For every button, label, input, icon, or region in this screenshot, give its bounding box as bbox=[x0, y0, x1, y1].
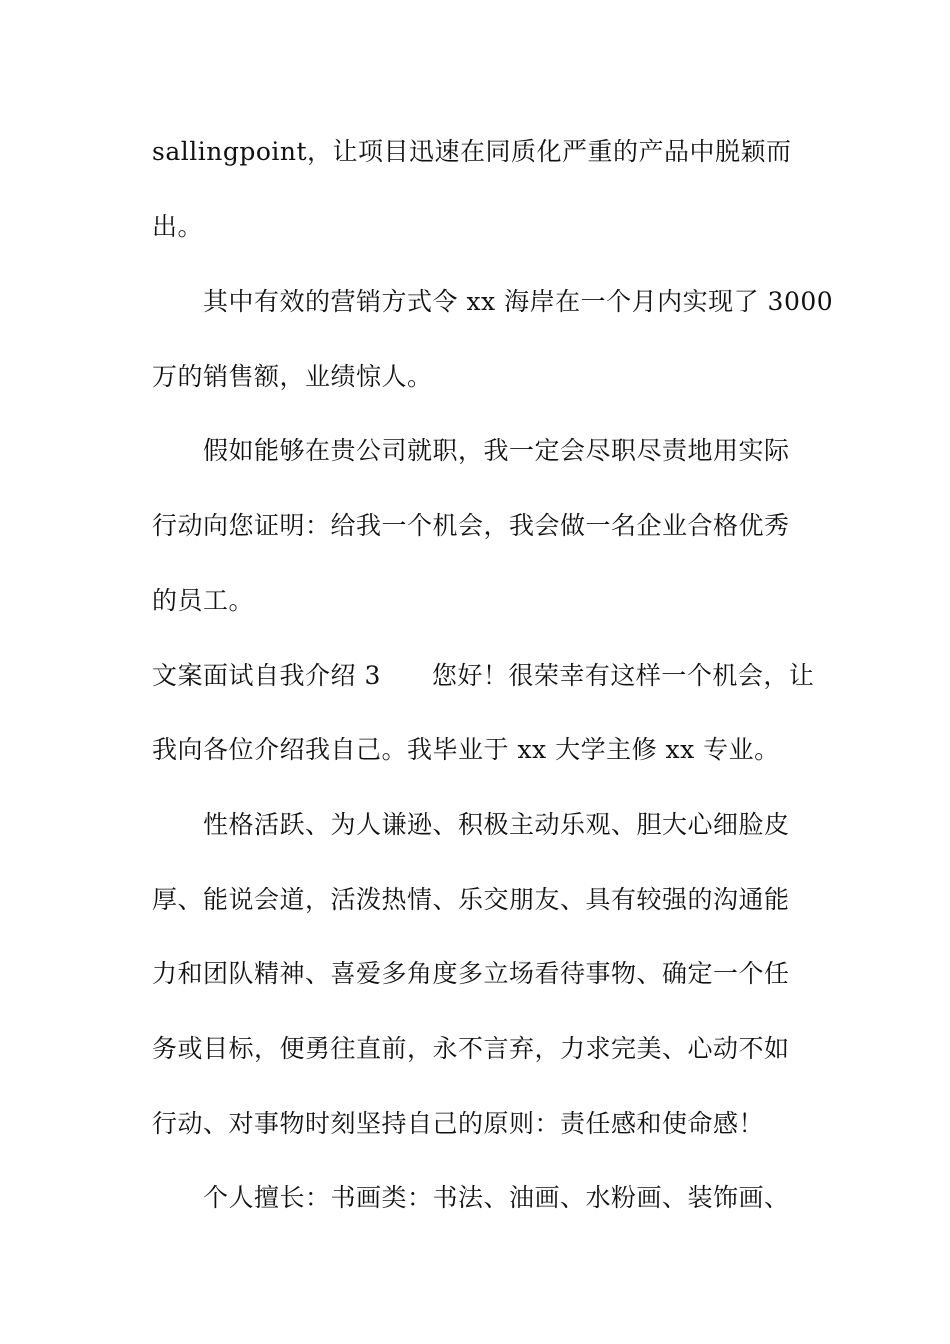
paragraph-start-line: 性格活跃、为人谦逊、积极主动乐观、胆大心细脸皮 bbox=[203, 810, 790, 839]
text-line: 出。 bbox=[152, 212, 204, 241]
paragraph-start-line: 个人擅长：书画类：书法、油画、水粉画、装饰画、 bbox=[203, 1183, 790, 1212]
text-line: 厚、能说会道，活泼热情、乐交朋友、具有较强的沟通能 bbox=[152, 885, 790, 914]
text-line: 万的销售额，业绩惊人。 bbox=[152, 362, 433, 391]
text-line: 务或目标，便勇往直前，永不言弃，力求完美、心动不如 bbox=[152, 1034, 790, 1063]
text-line: 的员工。 bbox=[152, 586, 255, 615]
text-line: sallingpoint，让项目迅速在同质化严重的产品中脱颖而 bbox=[152, 137, 792, 166]
text-line: 力和团队精神、喜爱多角度多立场看待事物、确定一个任 bbox=[152, 959, 790, 988]
paragraph-start-line: 假如能够在贵公司就职，我一定会尽职尽责地用实际 bbox=[203, 436, 790, 465]
text-line: 行动向您证明：给我一个机会，我会做一名企业合格优秀 bbox=[152, 511, 790, 540]
text-line: 我向各位介绍我自己。我毕业于 xx 大学主修 xx 专业。 bbox=[152, 735, 780, 764]
text-line: 行动、对事物时刻坚持自己的原则：责任感和使命感！ bbox=[152, 1109, 765, 1138]
paragraph-start-line: 其中有效的营销方式令 xx 海岸在一个月内实现了 3000 bbox=[203, 287, 834, 316]
section-heading-line: 文案面试自我介绍 3 您好！很荣幸有这样一个机会，让 bbox=[152, 661, 815, 690]
